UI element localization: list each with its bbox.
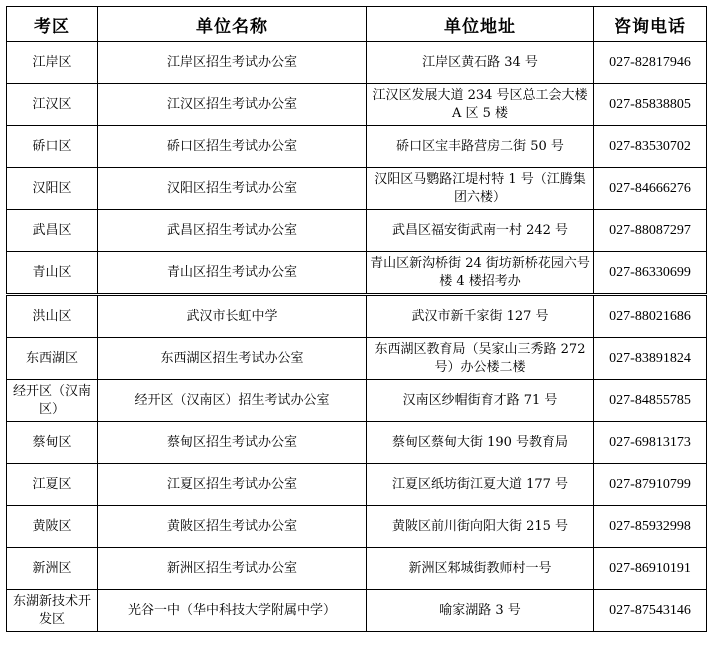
cell-address: 蔡甸区蔡甸大街 190 号教育局	[367, 422, 594, 464]
header-unit-address: 单位地址	[367, 7, 594, 42]
cell-unit-name: 武昌区招生考试办公室	[98, 210, 367, 252]
cell-phone: 027-88021686	[594, 295, 707, 338]
table-row	[7, 380, 707, 422]
cell-district: 东西湖区	[7, 338, 98, 380]
cell-phone: 027-88087297	[594, 210, 707, 252]
cell-address: 武昌区福安街武南一村 242 号	[367, 210, 594, 252]
cell-unit-name: 蔡甸区招生考试办公室	[98, 422, 367, 464]
cell-unit-name: 汉阳区招生考试办公室	[98, 168, 367, 210]
cell-district: 江岸区	[7, 42, 98, 84]
table-row	[7, 464, 707, 506]
cell-address: 新洲区邾城街教师村一号	[367, 548, 594, 590]
table-row	[7, 338, 707, 380]
cell-phone: 027-83891824	[594, 338, 707, 380]
table-row	[7, 252, 707, 295]
table-row	[7, 548, 707, 590]
table-row	[7, 84, 707, 126]
table-row	[7, 422, 707, 464]
cell-phone: 027-85838805	[594, 84, 707, 126]
cell-unit-name: 江夏区招生考试办公室	[98, 464, 367, 506]
cell-address: 汉南区纱帽街育才路 71 号	[367, 380, 594, 422]
cell-phone: 027-83530702	[594, 126, 707, 168]
cell-district: 蔡甸区	[7, 422, 98, 464]
cell-unit-name: 新洲区招生考试办公室	[98, 548, 367, 590]
table-row	[7, 295, 707, 338]
cell-district: 武昌区	[7, 210, 98, 252]
cell-unit-name: 光谷一中（华中科技大学附属中学）	[98, 590, 367, 632]
cell-address: 江岸区黄石路 34 号	[367, 42, 594, 84]
table-header-row	[7, 7, 707, 42]
cell-unit-name: 硚口区招生考试办公室	[98, 126, 367, 168]
cell-district: 洪山区	[7, 295, 98, 338]
cell-address: 喻家湖路 3 号	[367, 590, 594, 632]
cell-district: 经开区（汉南区）	[7, 380, 98, 422]
cell-address: 武汉市新千家街 127 号	[367, 295, 594, 338]
table-row	[7, 210, 707, 252]
cell-unit-name: 东西湖区招生考试办公室	[98, 338, 367, 380]
cell-district: 硚口区	[7, 126, 98, 168]
cell-district: 东湖新技术开发区	[7, 590, 98, 632]
cell-district: 新洲区	[7, 548, 98, 590]
cell-unit-name: 江汉区招生考试办公室	[98, 84, 367, 126]
header-unit-name: 单位名称	[98, 7, 367, 42]
cell-unit-name: 黄陂区招生考试办公室	[98, 506, 367, 548]
header-district: 考区	[7, 7, 98, 42]
exam-office-contact-table	[6, 6, 707, 632]
header-phone: 咨询电话	[594, 7, 707, 42]
cell-phone: 027-84666276	[594, 168, 707, 210]
cell-unit-name: 江岸区招生考试办公室	[98, 42, 367, 84]
cell-phone: 027-86910191	[594, 548, 707, 590]
table-row	[7, 506, 707, 548]
cell-address: 汉阳区马鹦路江堤村特 1 号（江腾集团六楼）	[367, 168, 594, 210]
cell-address: 江夏区纸坊街江夏大道 177 号	[367, 464, 594, 506]
cell-phone: 027-82817946	[594, 42, 707, 84]
cell-unit-name: 经开区（汉南区）招生考试办公室	[98, 380, 367, 422]
cell-phone: 027-85932998	[594, 506, 707, 548]
table-row	[7, 42, 707, 84]
cell-phone: 027-69813173	[594, 422, 707, 464]
cell-phone: 027-87910799	[594, 464, 707, 506]
cell-address: 黄陂区前川街向阳大街 215 号	[367, 506, 594, 548]
table-row	[7, 168, 707, 210]
cell-unit-name: 青山区招生考试办公室	[98, 252, 367, 295]
cell-address: 江汉区发展大道 234 号区总工会大楼 A 区 5 楼	[367, 84, 594, 126]
cell-district: 汉阳区	[7, 168, 98, 210]
cell-district: 江汉区	[7, 84, 98, 126]
cell-phone: 027-86330699	[594, 252, 707, 295]
table-row	[7, 126, 707, 168]
table-row	[7, 590, 707, 632]
cell-district: 青山区	[7, 252, 98, 295]
cell-district: 江夏区	[7, 464, 98, 506]
cell-phone: 027-84855785	[594, 380, 707, 422]
cell-address: 东西湖区教育局（吴家山三秀路 272 号）办公楼二楼	[367, 338, 594, 380]
cell-unit-name: 武汉市长虹中学	[98, 295, 367, 338]
cell-address: 硚口区宝丰路营房二街 50 号	[367, 126, 594, 168]
cell-address: 青山区新沟桥街 24 街坊新桥花园六号楼 4 楼招考办	[367, 252, 594, 295]
cell-district: 黄陂区	[7, 506, 98, 548]
cell-phone: 027-87543146	[594, 590, 707, 632]
